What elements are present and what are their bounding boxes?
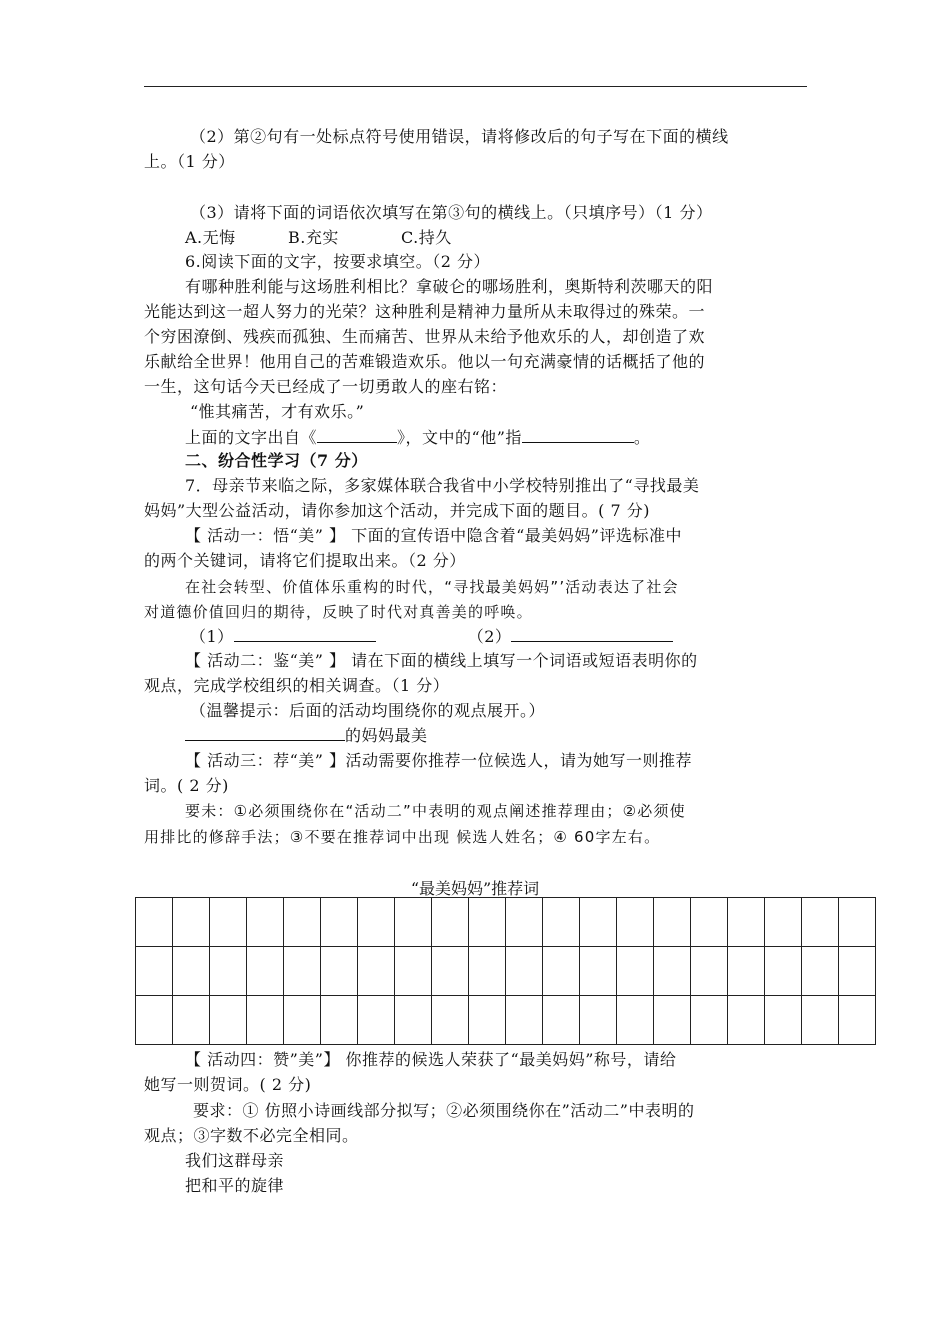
source-blank[interactable]	[317, 427, 397, 443]
grid-cell[interactable]	[284, 996, 321, 1045]
q6-passage-line: 乐献给全世界！他用自己的苦难锻造欢乐。他以一句充满豪情的话概括了他的	[144, 352, 706, 371]
grid-cell[interactable]	[617, 898, 654, 947]
grid-cell[interactable]	[395, 996, 432, 1045]
grid-cell[interactable]	[358, 996, 395, 1045]
grid-cell[interactable]	[580, 947, 617, 996]
grid-cell[interactable]	[210, 947, 247, 996]
requirement-line2: 用排比的修辞手法；③不要在推荐词中出现 候选人姓名；④ 60字左右。	[144, 828, 661, 846]
grid-cell[interactable]	[432, 947, 469, 996]
grid-cell[interactable]	[728, 947, 765, 996]
grid-cell[interactable]	[506, 947, 543, 996]
requirement-4-line2: 观点；③字数不必完全相同。	[144, 1126, 359, 1145]
slogan-line1: 在社会转型、价值体乐重构的时代，“寻找最美妈妈”’活动表达了社会	[185, 578, 679, 596]
q7-intro-line1: 7．母亲节来临之际，多家媒体联合我省中小学校特别推出了“寻找最美	[185, 476, 700, 495]
activity-4-line2: 她写一则贺词。( 2 分)	[144, 1075, 312, 1094]
grid-title: “最美妈妈”推荐词	[410, 879, 540, 898]
grid-cell[interactable]	[765, 898, 802, 947]
grid-cell[interactable]	[432, 996, 469, 1045]
grid-row	[136, 898, 876, 947]
section-2-heading: 二、纷合性学习（7 分）	[185, 451, 368, 470]
grid-cell[interactable]	[506, 996, 543, 1045]
option-c: C.持久	[401, 228, 452, 247]
grid-cell[interactable]	[321, 898, 358, 947]
poem-line2: 把和平的旋律	[185, 1176, 285, 1195]
grid-cell[interactable]	[839, 898, 876, 947]
keyword-1-blank[interactable]	[234, 626, 376, 642]
requirement-line1: 要未：①必须围绕你在“活动二”中表明的观点阐述推荐理由；②必须使	[185, 802, 686, 820]
grid-cell[interactable]	[321, 996, 358, 1045]
grid-cell[interactable]	[284, 947, 321, 996]
activity-4-line1: 【 活动四：赞”美”】 你推荐的候选人荣获了“最美妈妈”称号，请给	[185, 1050, 677, 1069]
best-mom-line	[185, 725, 428, 746]
grid-cell[interactable]	[654, 947, 691, 996]
q5-part3-line: （3）请将下面的词语依次填写在第③句的横线上。（只填序号）（1 分）	[190, 203, 713, 222]
grid-cell[interactable]	[654, 996, 691, 1045]
q5-part2-line2: 上。（1 分）	[144, 152, 235, 171]
grid-cell[interactable]	[395, 947, 432, 996]
grid-cell[interactable]	[765, 947, 802, 996]
grid-cell[interactable]	[617, 947, 654, 996]
grid-cell[interactable]	[691, 947, 728, 996]
writing-grid[interactable]	[135, 897, 876, 1045]
grid-cell[interactable]	[765, 996, 802, 1045]
grid-cell[interactable]	[802, 996, 839, 1045]
grid-cell[interactable]	[247, 898, 284, 947]
grid-cell[interactable]	[173, 898, 210, 947]
option-b: B.充实	[288, 228, 339, 247]
option-a: A.无悔	[185, 228, 236, 247]
grid-cell[interactable]	[802, 898, 839, 947]
activity-2-line2: 观点，完成学校组织的相关调查。（1 分）	[144, 676, 450, 695]
grid-cell[interactable]	[580, 898, 617, 947]
header-rule	[144, 86, 807, 87]
grid-cell[interactable]	[469, 996, 506, 1045]
grid-cell[interactable]	[728, 898, 765, 947]
grid-cell[interactable]	[728, 996, 765, 1045]
grid-cell[interactable]	[284, 898, 321, 947]
grid-row	[136, 947, 876, 996]
grid-cell[interactable]	[173, 947, 210, 996]
keyword-1-label: （1）	[190, 627, 234, 646]
grid-cell[interactable]	[173, 996, 210, 1045]
grid-cell[interactable]	[247, 947, 284, 996]
q6-fill-text-b: 》，文中的“他”指	[397, 428, 522, 447]
grid-cell[interactable]	[654, 898, 691, 947]
q5-part2-line1: （2）第②句有一处标点符号使用错误，请将修改后的句子写在下面的横线	[190, 127, 729, 146]
grid-cell[interactable]	[543, 898, 580, 947]
keyword-blanks	[190, 626, 673, 647]
grid-cell[interactable]	[210, 996, 247, 1045]
grid-cell[interactable]	[802, 947, 839, 996]
best-mom-suffix: 的妈妈最美	[345, 726, 428, 745]
tip-text: （温馨提示：后面的活动均围绕你的观点展开。）	[190, 701, 546, 720]
grid-row	[136, 996, 876, 1045]
grid-cell[interactable]	[469, 947, 506, 996]
grid-cell[interactable]	[469, 898, 506, 947]
grid-cell[interactable]	[691, 898, 728, 947]
grid-cell[interactable]	[839, 996, 876, 1045]
grid-cell[interactable]	[358, 947, 395, 996]
q6-passage-line: 有哪种胜利能与这场胜利相比？拿破仑的哪场胜利，奥斯特利茨哪天的阳	[185, 277, 714, 296]
grid-cell[interactable]	[691, 996, 728, 1045]
q6-quote: “惟其痛苦，才有欢乐。”	[190, 402, 365, 421]
activity-3-line1: 【 活动三：荐“美” 】活动需要你推荐一位候选人，请为她写一则推荐	[185, 751, 693, 770]
q6-title: 6.阅读下面的文字，按要求填空。（2 分）	[185, 252, 491, 271]
requirement-4-line1: 要求：① 仿照小诗画线部分拟写；②必须围绕你在”活动二”中表明的	[193, 1101, 695, 1120]
grid-cell[interactable]	[580, 996, 617, 1045]
grid-cell[interactable]	[506, 898, 543, 947]
grid-cell[interactable]	[543, 947, 580, 996]
q6-fill-text-c: 。	[633, 428, 651, 447]
grid-cell[interactable]	[136, 898, 173, 947]
activity-3-line2: 词。( 2 分)	[144, 776, 229, 795]
grid-cell[interactable]	[358, 898, 395, 947]
activity-1-line1: 【 活动一：悟“美” 】 下面的宣传语中隐含着“最美妈妈”评选标准中	[185, 526, 682, 545]
keyword-2-blank[interactable]	[511, 626, 673, 642]
grid-cell[interactable]	[136, 947, 173, 996]
grid-cell[interactable]	[543, 996, 580, 1045]
q6-passage-line: 一生，这句话今天已经成了一切勇敢人的座右铭：	[144, 377, 508, 396]
slogan-line2: 对道德价值回归的期待，反映了时代对真善美的呼唤。	[144, 603, 533, 621]
grid-cell[interactable]	[839, 947, 876, 996]
q6-passage-line: 光能达到这一超人努力的光荣？这种胜利是精神力量所从未取得过的殊荣。一	[144, 302, 706, 321]
grid-cell[interactable]	[136, 996, 173, 1045]
grid-cell[interactable]	[617, 996, 654, 1045]
grid-cell[interactable]	[321, 947, 358, 996]
opinion-blank[interactable]	[185, 725, 345, 741]
poem-line1: 我们这群母亲	[185, 1151, 285, 1170]
grid-cell[interactable]	[247, 996, 284, 1045]
keyword-2-label: （2）	[467, 627, 512, 646]
activity-1-line2: 的两个关键词，请将它们提取出来。（2 分）	[144, 551, 466, 570]
q7-intro-line2: 妈妈”大型公益活动，请你参加这个活动，并完成下面的题目。( 7 分)	[144, 501, 651, 520]
person-blank[interactable]	[522, 427, 634, 443]
grid-cell[interactable]	[210, 898, 247, 947]
activity-2-line1: 【 活动二：鉴“美” 】 请在下面的横线上填写一个词语或短语表明你的	[185, 651, 698, 670]
q6-fill-text-a: 上面的文字出自《	[185, 428, 318, 447]
q6-passage-line: 个穷困潦倒、残疾而孤独、生而痛苦、世界从未给予他欢乐的人，却创造了欢	[144, 327, 706, 346]
grid-cell[interactable]	[432, 898, 469, 947]
grid-cell[interactable]	[395, 898, 432, 947]
q6-fill-line	[185, 427, 650, 448]
